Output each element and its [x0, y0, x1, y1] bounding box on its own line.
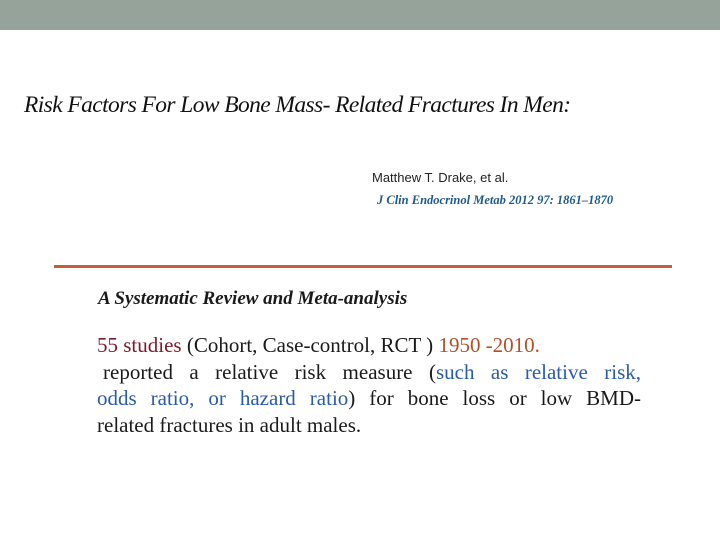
slide-subtitle: A Systematic Review and Meta-analysis [98, 288, 408, 309]
body-line-1 [97, 332, 641, 359]
body-line-3 [97, 385, 641, 412]
studies-count: 55 studies [97, 333, 182, 357]
slide-title: Risk Factors For Low Bone Mass- Related Fractures In Men: [24, 92, 571, 118]
author-line: Matthew T. Drake, et al. [372, 170, 509, 185]
journal-citation: J Clin Endocrinol Metab 2012 97: 1861–1870 [377, 193, 614, 207]
header-band [0, 0, 720, 30]
body-line-3-end: ) for bone loss or low BMD- [348, 386, 641, 410]
divider-line [54, 265, 672, 268]
study-years: 1950 -2010. [438, 333, 540, 357]
body-line-4: related fractures in adult males. [97, 412, 362, 437]
body-paragraph [97, 332, 641, 438]
study-types: (Cohort, Case-control, RCT ) [181, 333, 439, 357]
body-line-2-start: reported a relative risk measure ( [103, 359, 436, 384]
body-line-2 [97, 359, 641, 386]
risk-measure-examples: such as relative risk, [435, 359, 641, 384]
ratio-examples: odds ratio, or hazard ratio [97, 386, 349, 410]
